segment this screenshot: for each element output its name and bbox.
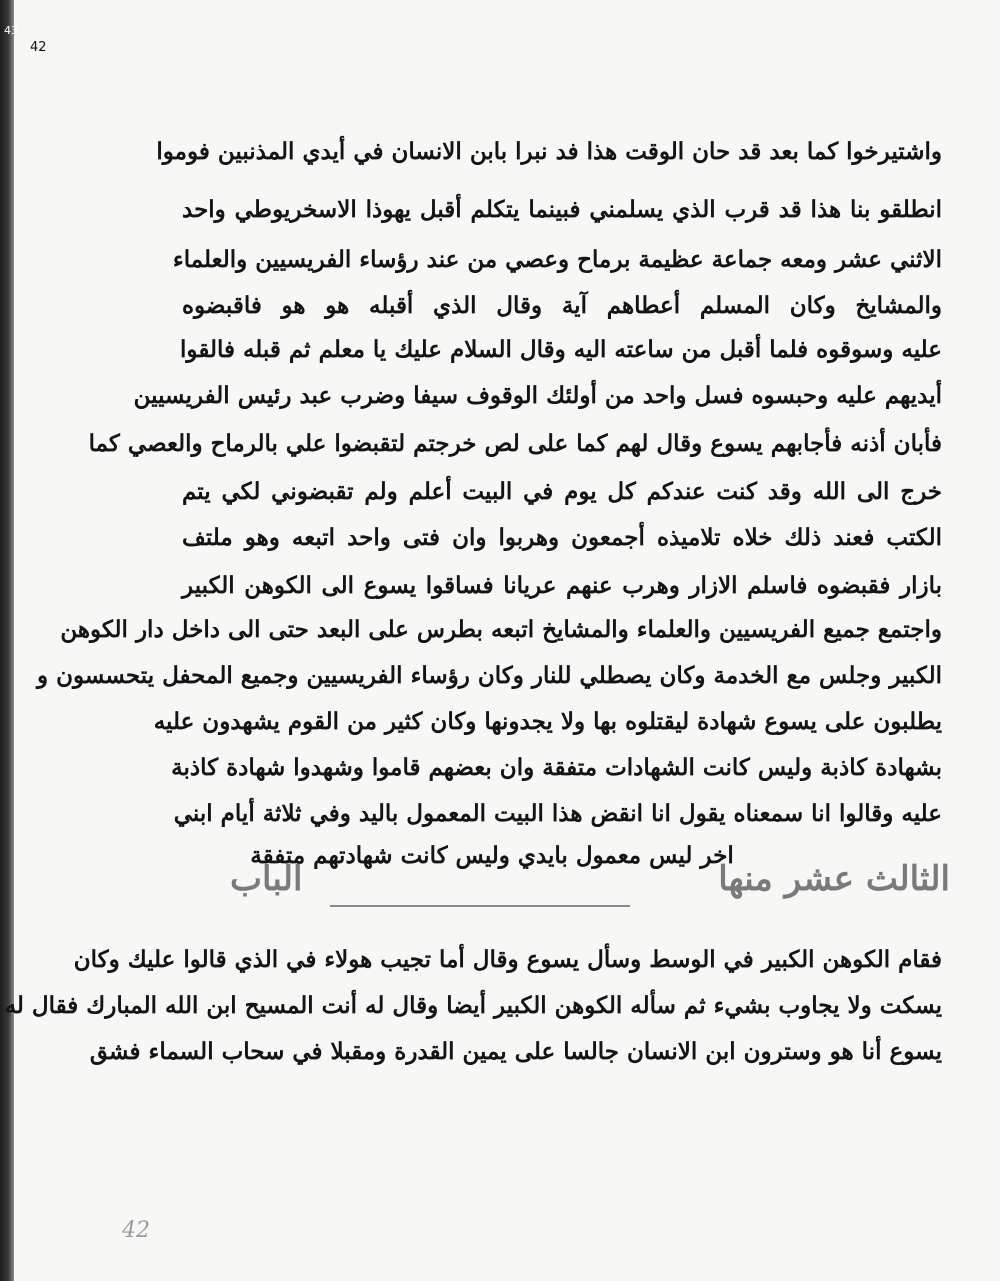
manuscript-line: يطلبون على يسوع شهادة ليقتلوه بها ولا يجدونها وكان كثير من القوم يشهدون عليه [153,708,942,735]
manuscript-line: الكبير وجلس مع الخدمة وكان يصطلي للنار وكان رؤساء الفريسيين وجميع المحفل يتحسسون و [37,662,942,689]
manuscript-line: واشتيرخوا كما بعد قد حان الوقت هذا فد نبرا بابن الانسان في أيدي المذنبين فوموا [156,138,942,165]
manuscript-line: انطلقو بنا هذا قد قرب الذي يسلمني فبينما يتكلم أقبل يهوذا الاسخريوطي واحد [182,196,942,223]
manuscript-line: فأبان أذنه فأجابهم يسوع وقال لهم كما على لص خرجتم لتقبضوا علي بالرماح والعصي كما [88,430,942,457]
manuscript-line: واجتمع جميع الفريسيين والعلماء والمشايخ اتبعه بطرس على البعد حتى الى داخل دار الكوهن [60,616,942,643]
manuscript-line: خرج الى الله وقد كنت عندكم كل يوم في البيت أعلم ولم تقبضوني لكي يتم [182,478,942,505]
rubric-chapter-number: الثالث عشر منها [718,859,950,899]
manuscript-line: أيديهم عليه وحبسوه فسل واحد من أولئك الوقوف سيفا وضرب عبد رئيس الفريسيين [133,382,942,409]
manuscript-line: بازار فقبضوه فاسلم الازار وهرب عنهم عريانا فساقوا يسوع الى الكوهن الكبير [182,572,942,599]
manuscript-line: فقام الكوهن الكبير في الوسط وسأل يسوع وقال أما تجيب هولاء في الذي قالوا عليك وكان [73,946,942,973]
manuscript-line: عليه وسوقوه فلما أقبل من ساعته اليه وقال السلام عليك يا معلم ثم قبله فالقوا [180,336,942,363]
manuscript-line: الاثني عشر ومعه جماعة عظيمة برماح وعصي من عند رؤساء الفريسيين والعلماء [172,246,942,273]
manuscript-line: بشهادة كاذبة وليس كانت الشهادات متفقة وان بعضهم قاموا وشهدوا شهادة كاذبة [171,754,942,781]
rubric-rule [330,905,630,907]
folio-number-top-a: 43 [4,24,18,37]
manuscript-line: والمشايخ وكان المسلم أعطاهم آية وقال الذي أقبله هو هو فاقبضوه [182,292,942,319]
folio-number-top-b: 42 [30,40,47,55]
folio-number-bottom: 42 [122,1218,150,1243]
manuscript-line: عليه وقالوا انا سمعناه يقول انا انقض هذا البيت المعمول باليد وفي ثلاثة أيام ابني [173,800,942,827]
manuscript-line-closing: اخر ليس معمول بايدي وليس كانت شهادتهم متفقة [250,842,734,869]
manuscript-line: يسكت ولا يجاوب بشيء ثم سأله الكوهن الكبير أيضا وقال له أنت المسيح ابن الله المبارك فقال له [4,992,942,1019]
chapter-rubric [230,845,960,915]
manuscript-line: يسوع أنا هو وسترون ابن الانسان جالسا على يمين القدرة ومقبلا في سحاب السماء فشق [89,1038,942,1065]
binding-edge [0,0,14,1281]
rubric-chapter-word: الباب [230,859,303,899]
manuscript-line: الكتب فعند ذلك خلاه تلاميذه أجمعون وهربوا وان فتى واحد اتبعه وهو ملتف [182,524,942,551]
